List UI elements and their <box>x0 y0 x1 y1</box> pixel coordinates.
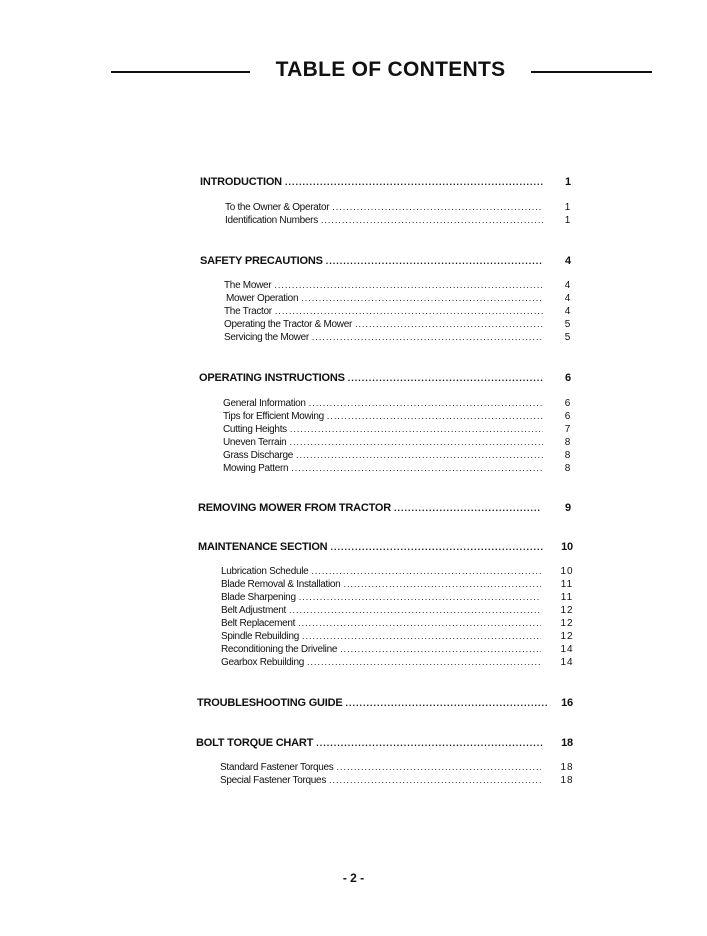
toc-entry-label: Special Fastener Torques <box>220 775 327 786</box>
toc-entry-label: Gearbox Rebuilding <box>221 657 304 668</box>
toc-section-operating-instructions <box>199 372 546 384</box>
toc-entry-mowing-pattern <box>223 463 546 474</box>
toc-entry-label: Belt Adjustment <box>221 605 286 616</box>
toc-entry-standard-fastener-torques <box>220 762 544 773</box>
toc-entry-page-number: 14 <box>560 644 574 655</box>
dot-leader <box>309 398 543 408</box>
toc-section-label: REMOVING MOWER FROM TRACTOR <box>198 502 391 514</box>
dot-leader <box>348 373 543 383</box>
toc-entry-spindle-rebuilding <box>221 631 544 642</box>
toc-entry-blade-removal-and-installation <box>221 579 544 590</box>
dot-leader <box>291 463 543 473</box>
dot-leader <box>394 503 540 513</box>
dot-leader <box>298 618 541 628</box>
toc-entry-page-number: 12 <box>560 605 574 616</box>
dot-leader <box>296 450 543 460</box>
toc-entry-label: Servicing the Mower <box>224 332 309 343</box>
toc-entry-label: Lubrication Schedule <box>221 566 309 577</box>
toc-entry-label: Tips for Efficient Mowing <box>223 411 324 422</box>
toc-entry-belt-adjustment <box>221 605 544 616</box>
dot-leader <box>289 605 541 615</box>
page-number-footer: - 2 - <box>342 871 365 885</box>
toc-entry-label: Identification Numbers <box>225 215 318 226</box>
toc-section-maintenance-section <box>198 541 546 553</box>
toc-entry-label: Cutting Heights <box>223 424 287 435</box>
dot-leader <box>311 566 541 576</box>
toc-entry-grass-discharge <box>223 450 546 461</box>
toc-entry-blade-sharpening <box>221 592 544 603</box>
toc-section-label: TROUBLESHOOTING GUIDE <box>197 697 343 709</box>
toc-entry-to-the-owner-and-operator <box>225 202 546 213</box>
toc-entry-page-number: 18 <box>560 762 574 773</box>
toc-entry-uneven-terrain <box>223 437 546 448</box>
toc-entry-the-mower <box>224 280 546 291</box>
dot-leader <box>289 437 543 447</box>
toc-entry-the-tractor <box>224 306 546 317</box>
toc-entry-label: General Information <box>223 398 306 409</box>
toc-entry-page-number: 14 <box>560 657 574 668</box>
dot-leader <box>329 775 541 785</box>
toc-entry-page-number: 1 <box>564 202 572 213</box>
toc-entry-label: Operating the Tractor & Mower <box>224 319 353 330</box>
toc-entry-page-number: 12 <box>560 618 574 629</box>
dot-leader <box>327 411 543 421</box>
toc-entry-label: To the Owner & Operator <box>225 202 330 213</box>
dot-leader <box>290 424 543 434</box>
toc-section-page-number: 16 <box>561 697 573 709</box>
toc-entry-page-number: 5 <box>564 319 572 330</box>
toc-entry-page-number: 12 <box>560 631 574 642</box>
dot-leader <box>274 280 543 290</box>
toc-section-page-number: 1 <box>565 176 571 188</box>
toc-entry-label: Mowing Pattern <box>223 463 289 474</box>
dot-leader <box>326 256 543 266</box>
toc-entry-tips-for-efficient-mowing <box>223 411 546 422</box>
toc-entry-special-fastener-torques <box>220 775 544 786</box>
toc-section-troubleshooting-guide <box>197 697 550 709</box>
dot-leader <box>302 631 541 641</box>
toc-entry-label: Blade Sharpening <box>221 592 296 603</box>
toc-section-label: SAFETY PRECAUTIONS <box>200 255 323 267</box>
toc-section-introduction <box>200 176 546 188</box>
toc-entry-page-number: 4 <box>564 293 572 304</box>
toc-entry-page-number: 6 <box>564 398 572 409</box>
toc-section-page-number: 10 <box>561 541 573 553</box>
dot-leader <box>312 332 543 342</box>
toc-entry-servicing-the-mower <box>224 332 546 343</box>
toc-entry-cutting-heights <box>223 424 546 435</box>
toc-section-label: MAINTENANCE SECTION <box>198 541 328 553</box>
toc-section-page-number: 4 <box>565 255 571 267</box>
toc-entry-label: Mower Operation <box>226 293 299 304</box>
toc-section-safety-precautions <box>200 255 546 267</box>
toc-entry-operating-the-tractor-and-mower <box>224 319 546 330</box>
toc-entry-reconditioning-the-driveline <box>221 644 544 655</box>
toc-entry-page-number: 6 <box>564 411 572 422</box>
toc-section-bolt-torque-chart <box>196 737 546 749</box>
dot-leader <box>321 215 543 225</box>
toc-entry-page-number: 18 <box>560 775 574 786</box>
toc-entry-label: Belt Replacement <box>221 618 296 629</box>
toc-entry-belt-replacement <box>221 618 544 629</box>
toc-section-page-number: 18 <box>561 737 573 749</box>
toc-section-page-number: 9 <box>565 502 571 514</box>
dot-leader <box>307 657 541 667</box>
dot-leader <box>337 762 541 772</box>
toc-section-label: BOLT TORQUE CHART <box>196 737 314 749</box>
toc-entry-gearbox-rebuilding <box>221 657 544 668</box>
toc-entry-page-number: 11 <box>560 579 574 590</box>
toc-entry-page-number: 1 <box>564 215 572 226</box>
toc-entry-page-number: 8 <box>564 450 572 461</box>
dot-leader <box>330 542 543 552</box>
page-title: TABLE OF CONTENTS <box>275 58 506 81</box>
dot-leader <box>316 738 543 748</box>
title-rule-left <box>111 71 250 73</box>
toc-entry-page-number: 11 <box>560 592 574 603</box>
dot-leader <box>340 644 541 654</box>
dot-leader <box>299 592 541 602</box>
toc-entry-label: The Mower <box>224 280 272 291</box>
toc-section-label: INTRODUCTION <box>200 176 282 188</box>
toc-entry-label: Standard Fastener Torques <box>220 762 334 773</box>
dot-leader <box>301 293 543 303</box>
toc-entry-page-number: 4 <box>564 306 572 317</box>
toc-entry-label: The Tractor <box>224 306 272 317</box>
toc-section-removing-mower-from-tractor <box>198 502 543 514</box>
toc-section-page-number: 6 <box>565 372 571 384</box>
toc-section-label: OPERATING INSTRUCTIONS <box>199 372 345 384</box>
toc-entry-page-number: 5 <box>564 332 572 343</box>
dot-leader <box>275 306 543 316</box>
toc-entry-page-number: 4 <box>564 280 572 291</box>
toc-entry-page-number: 8 <box>564 437 572 448</box>
dot-leader <box>332 202 543 212</box>
toc-entry-mower-operation <box>226 293 546 304</box>
toc-entry-label: Reconditioning the Driveline <box>221 644 338 655</box>
toc-entry-label: Blade Removal & Installation <box>221 579 341 590</box>
dot-leader <box>285 177 543 187</box>
toc-entry-general-information <box>223 398 546 409</box>
dot-leader <box>355 319 543 329</box>
toc-entry-lubrication-schedule <box>221 566 544 577</box>
toc-entry-page-number: 7 <box>564 424 572 435</box>
toc-entry-label: Spindle Rebuilding <box>221 631 299 642</box>
toc-entry-label: Uneven Terrain <box>223 437 287 448</box>
toc-entry-identification-numbers <box>225 215 546 226</box>
dot-leader <box>343 579 541 589</box>
dot-leader <box>346 698 547 708</box>
toc-entry-page-number: 10 <box>560 566 574 577</box>
title-rule-right <box>531 71 652 73</box>
toc-entry-label: Grass Discharge <box>223 450 293 461</box>
toc-entry-page-number: 8 <box>564 463 572 474</box>
